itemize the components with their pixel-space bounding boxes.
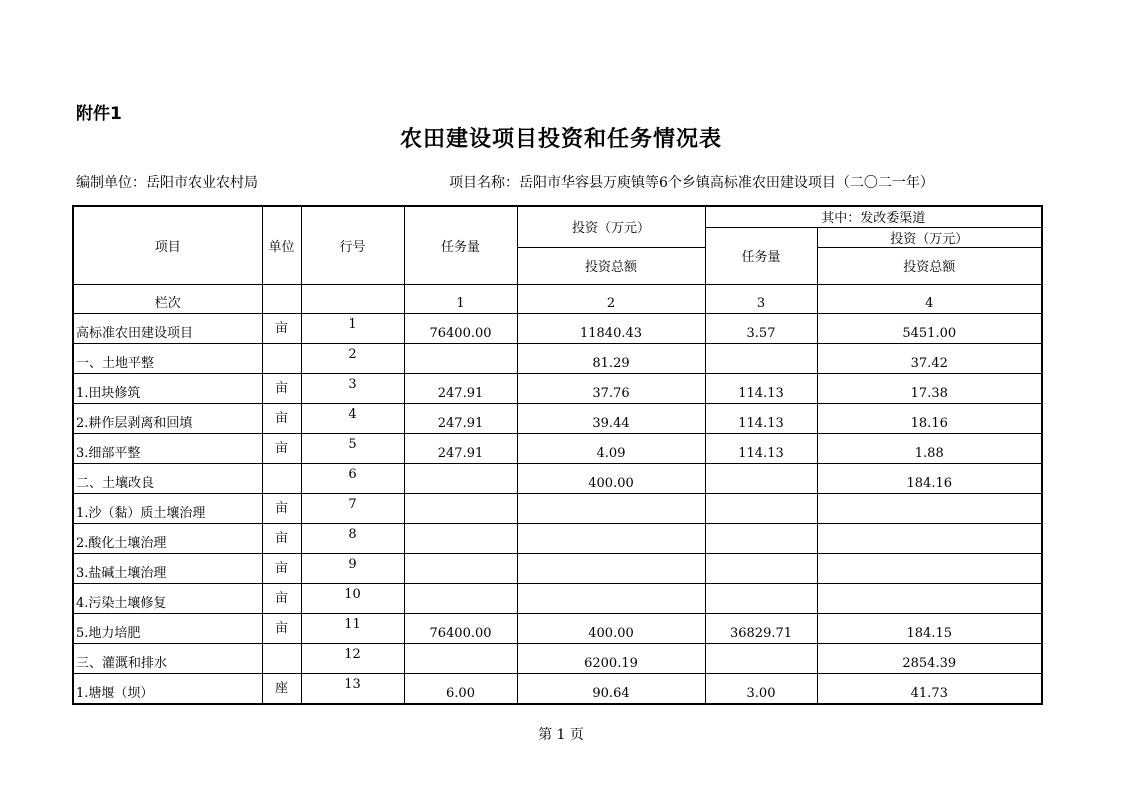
table-row: [73, 463, 1042, 493]
column-index-unit: [262, 284, 301, 313]
row-ndrc-task: [705, 553, 817, 583]
row-line-no: 8: [301, 523, 404, 553]
row-ndrc-task: 36829.71: [705, 613, 817, 643]
row-investment-total: [517, 493, 705, 523]
row-unit: 亩: [262, 523, 301, 553]
header-task: 任务量: [404, 206, 517, 284]
row-item-name: 一、土地平整: [73, 343, 262, 373]
header-ndrc-channel: 其中：发改委渠道: [705, 206, 1042, 227]
table-row: [73, 433, 1042, 463]
row-ndrc-investment-total: 18.16: [817, 403, 1042, 433]
column-index-line: [301, 284, 404, 313]
row-ndrc-investment-total: [817, 523, 1042, 553]
column-index-1: 1: [404, 284, 517, 313]
row-unit: [262, 343, 301, 373]
row-ndrc-investment-total: 184.16: [817, 463, 1042, 493]
row-line-no: 10: [301, 583, 404, 613]
row-ndrc-task: 114.13: [705, 373, 817, 403]
row-line-no: 5: [301, 433, 404, 463]
row-line-no: 12: [301, 643, 404, 673]
row-task: [404, 643, 517, 673]
row-line-no: 13: [301, 673, 404, 704]
row-ndrc-task: [705, 463, 817, 493]
row-task: [404, 343, 517, 373]
row-ndrc-investment-total: 5451.00: [817, 313, 1042, 343]
table-row: [73, 403, 1042, 433]
row-unit: 亩: [262, 553, 301, 583]
table-row: [73, 583, 1042, 613]
header-item: 项目: [73, 206, 262, 284]
row-ndrc-investment-total: [817, 493, 1042, 523]
row-unit: 亩: [262, 583, 301, 613]
header-line-no: 行号: [301, 206, 404, 284]
row-ndrc-investment-total: 17.38: [817, 373, 1042, 403]
row-unit: 亩: [262, 373, 301, 403]
row-ndrc-investment-total: [817, 553, 1042, 583]
row-task: 76400.00: [404, 613, 517, 643]
header-investment-total: 投资总额: [517, 247, 705, 284]
row-line-no: 1: [301, 313, 404, 343]
row-task: [404, 463, 517, 493]
row-ndrc-investment-total: 1.88: [817, 433, 1042, 463]
row-ndrc-investment-total: [817, 583, 1042, 613]
header-ndrc-task: 任务量: [705, 227, 817, 284]
header-investment: 投资（万元）: [517, 206, 705, 247]
row-task: [404, 553, 517, 583]
row-ndrc-task: [705, 583, 817, 613]
row-task: 6.00: [404, 673, 517, 704]
table-row: [73, 673, 1042, 704]
row-item-name: 1.沙（黏）质土壤治理: [73, 493, 262, 523]
row-ndrc-task: [705, 493, 817, 523]
row-unit: 亩: [262, 433, 301, 463]
table-row: [73, 313, 1042, 343]
row-ndrc-task: [705, 643, 817, 673]
row-investment-total: 90.64: [517, 673, 705, 704]
page-title: 农田建设项目投资和任务情况表: [399, 126, 722, 152]
row-line-no: 4: [301, 403, 404, 433]
row-item-name: 高标准农田建设项目: [73, 313, 262, 343]
project-name: 项目名称：岳阳市华容县万庾镇等6个乡镇高标准农田建设项目（二〇二一年）: [449, 175, 934, 191]
row-line-no: 11: [301, 613, 404, 643]
row-investment-total: [517, 583, 705, 613]
row-ndrc-investment-total: 184.15: [817, 613, 1042, 643]
row-investment-total: [517, 523, 705, 553]
row-ndrc-task: [705, 343, 817, 373]
row-item-name: 3.细部平整: [73, 433, 262, 463]
header-ndrc-investment-total: 投资总额: [817, 247, 1042, 284]
row-ndrc-task: 3.00: [705, 673, 817, 704]
page-number: 第 1 页: [538, 727, 584, 743]
row-investment-total: [517, 553, 705, 583]
row-investment-total: 4.09: [517, 433, 705, 463]
row-ndrc-investment-total: 41.73: [817, 673, 1042, 704]
header-ndrc-investment: 投资（万元）: [817, 227, 1042, 247]
row-ndrc-task: [705, 523, 817, 553]
row-unit: [262, 463, 301, 493]
table-row: [73, 643, 1042, 673]
row-ndrc-investment-total: 37.42: [817, 343, 1042, 373]
row-unit: 亩: [262, 403, 301, 433]
table-row: [73, 523, 1042, 553]
row-task: [404, 493, 517, 523]
row-task: 247.91: [404, 373, 517, 403]
row-item-name: 1.塘堰（坝）: [73, 673, 262, 704]
row-unit: [262, 643, 301, 673]
row-task: 247.91: [404, 403, 517, 433]
table-row: [73, 373, 1042, 403]
column-index-2: 2: [517, 284, 705, 313]
row-line-no: 2: [301, 343, 404, 373]
row-line-no: 9: [301, 553, 404, 583]
row-item-name: 3.盐碱土壤治理: [73, 553, 262, 583]
row-line-no: 6: [301, 463, 404, 493]
row-investment-total: 39.44: [517, 403, 705, 433]
investment-task-table: [72, 205, 1043, 705]
row-line-no: 3: [301, 373, 404, 403]
table-row: [73, 553, 1042, 583]
row-investment-total: 6200.19: [517, 643, 705, 673]
row-task: 76400.00: [404, 313, 517, 343]
column-index-label: 栏次: [73, 284, 262, 313]
column-index-4: 4: [817, 284, 1042, 313]
attachment-label: 附件1: [76, 104, 122, 124]
row-item-name: 1.田块修筑: [73, 373, 262, 403]
row-item-name: 5.地力培肥: [73, 613, 262, 643]
row-item-name: 二、土壤改良: [73, 463, 262, 493]
row-unit: 亩: [262, 613, 301, 643]
row-item-name: 三、灌溉和排水: [73, 643, 262, 673]
row-task: [404, 523, 517, 553]
row-investment-total: 37.76: [517, 373, 705, 403]
header-unit: 单位: [262, 206, 301, 284]
row-unit: 座: [262, 673, 301, 704]
row-task: [404, 583, 517, 613]
compiler-unit: 编制单位：岳阳市农业农村局: [76, 175, 258, 191]
row-investment-total: 81.29: [517, 343, 705, 373]
row-unit: 亩: [262, 313, 301, 343]
row-investment-total: 400.00: [517, 613, 705, 643]
row-ndrc-investment-total: 2854.39: [817, 643, 1042, 673]
row-item-name: 2.酸化土壤治理: [73, 523, 262, 553]
row-line-no: 7: [301, 493, 404, 523]
row-investment-total: 11840.43: [517, 313, 705, 343]
row-ndrc-task: 114.13: [705, 433, 817, 463]
row-ndrc-task: 114.13: [705, 403, 817, 433]
row-item-name: 2.耕作层剥离和回填: [73, 403, 262, 433]
row-item-name: 4.污染土壤修复: [73, 583, 262, 613]
row-ndrc-task: 3.57: [705, 313, 817, 343]
column-index-3: 3: [705, 284, 817, 313]
row-task: 247.91: [404, 433, 517, 463]
table-row: [73, 343, 1042, 373]
table-row: [73, 613, 1042, 643]
row-unit: 亩: [262, 493, 301, 523]
row-investment-total: 400.00: [517, 463, 705, 493]
table-row: [73, 493, 1042, 523]
